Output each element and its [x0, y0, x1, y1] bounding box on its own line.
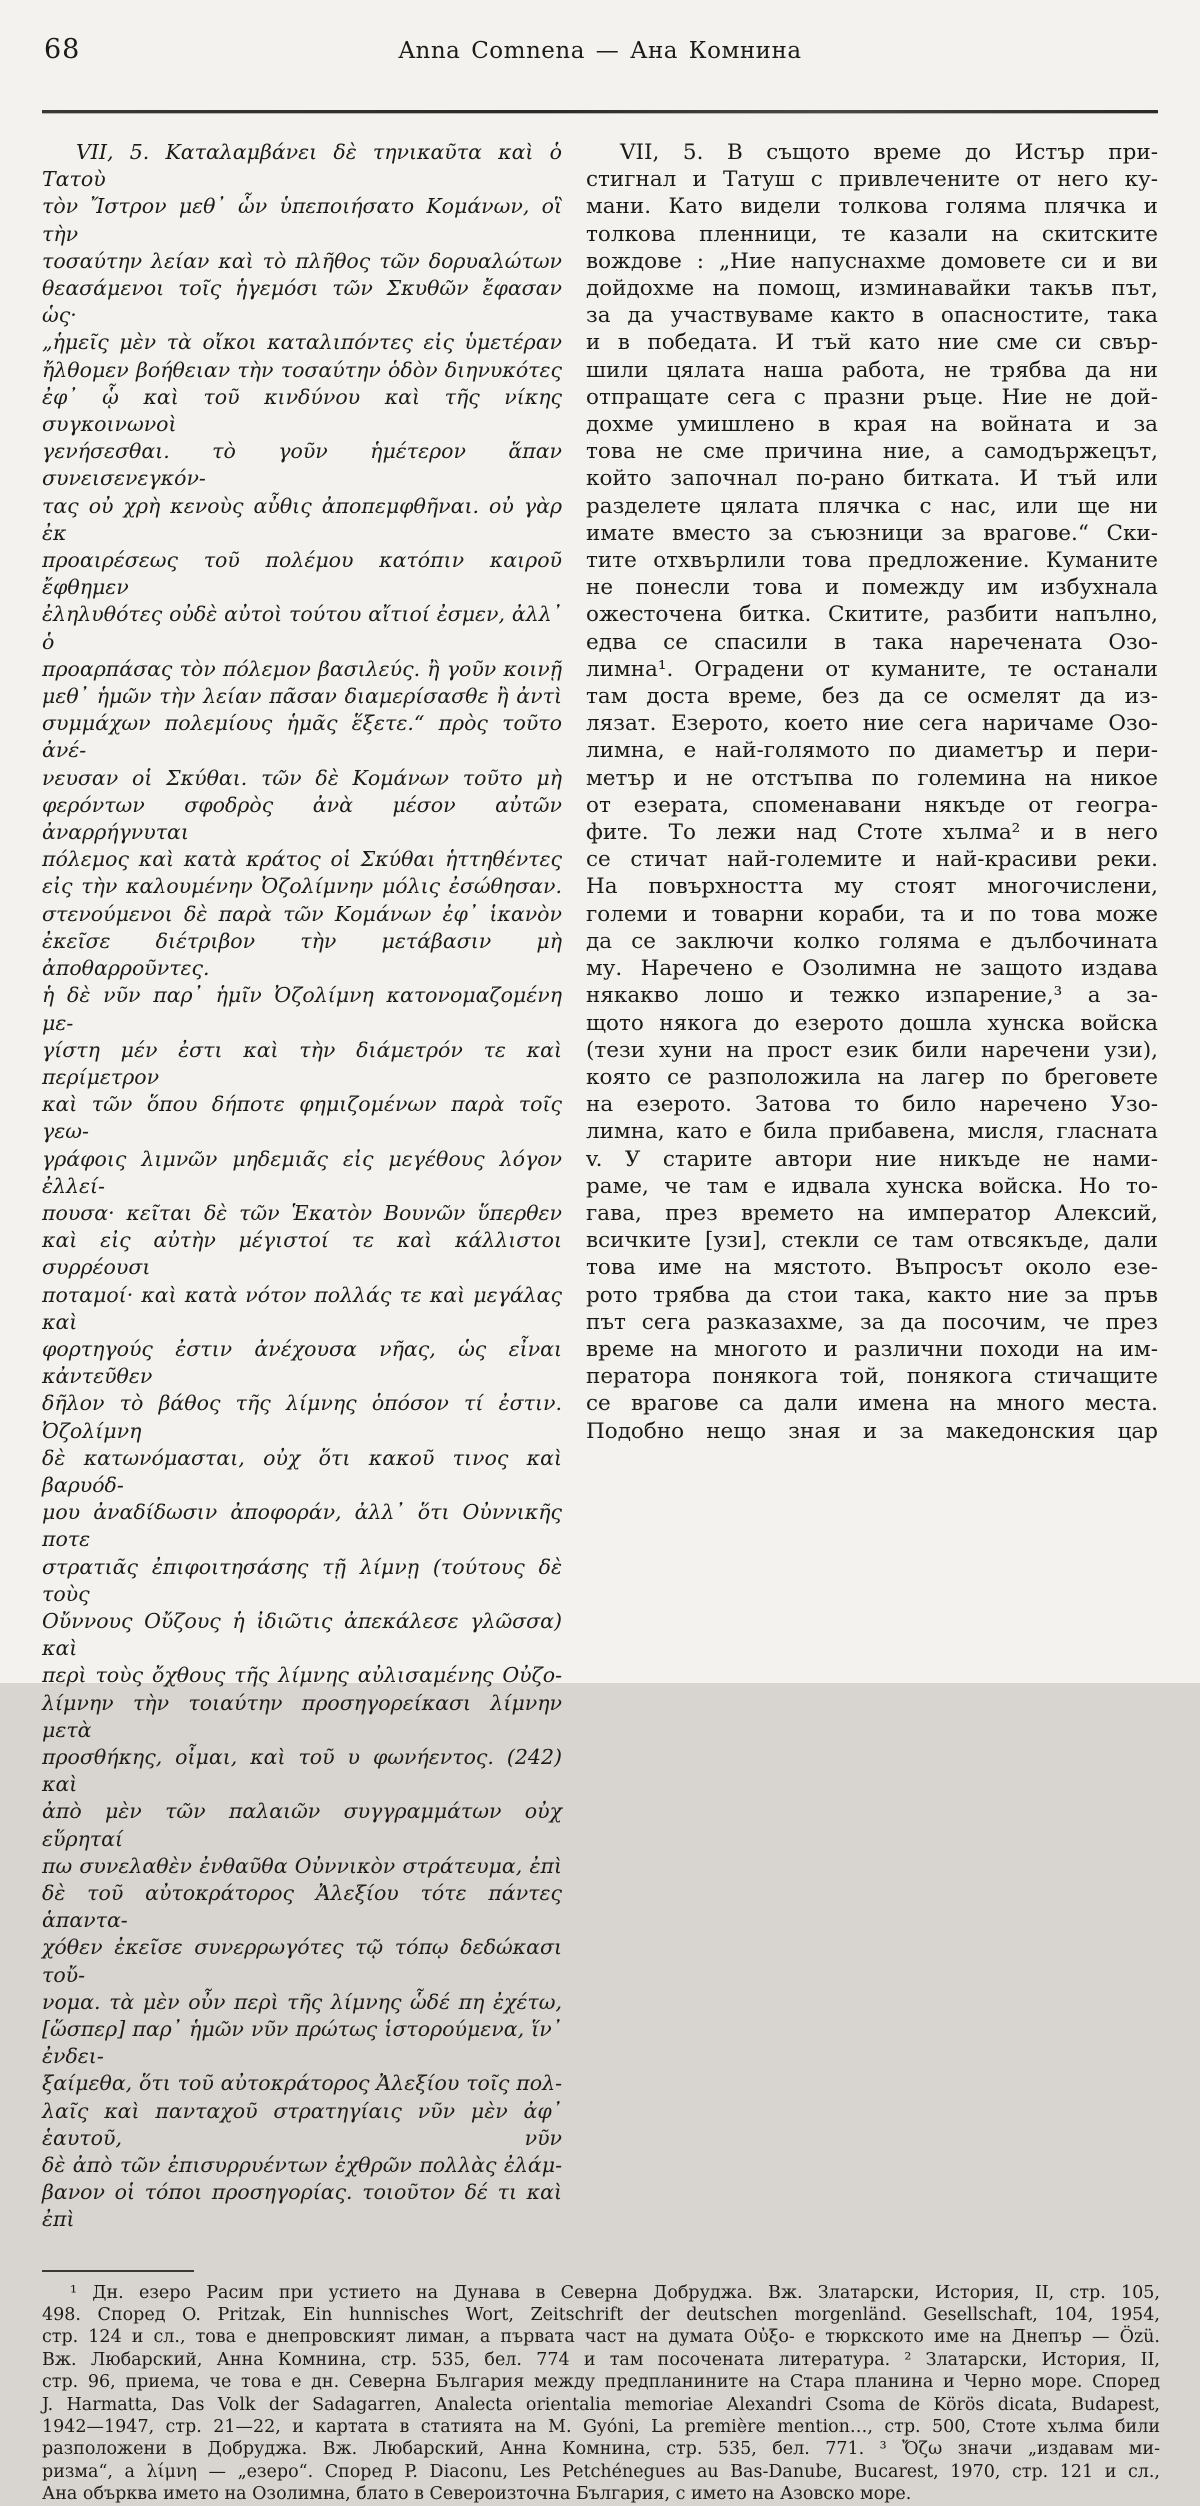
text-columns [0, 139, 1200, 2234]
text-line: ожесточена битка. Скитите, разбити напълно, [586, 602, 1158, 628]
text-line: δὲ κατωνόμασται, οὐχ ὅτι κακοῦ τινος καὶ βαρυόδ- [42, 1445, 562, 1497]
text-line: рото трябва да стои така, както ние за пръв [586, 1282, 1158, 1308]
text-line: мани. Като видели толкова голяма плячка и [586, 194, 1158, 220]
text-line: καὶ εἰς αὐτὴν μέγιστοί τε καὶ κάλλιστοι συρρέουσι [42, 1228, 562, 1280]
text-line: καὶ τῶν ὅπου δήποτε φημιζομένων παρὰ τοῖς γεω- [42, 1092, 562, 1144]
text-line: VII, 5. В същото време до Истър при- [620, 140, 1158, 165]
text-line: толкова пленници, те казали на скитските [586, 221, 1158, 247]
text-line: ξαίμεθα, ὅτι τοῦ αὐτοκράτορος Ἀλεξίου τοῖς πολ- [42, 2071, 562, 2096]
text-line: γίστη μέν ἐστι καὶ τὴν διάμετρόν τε καὶ περίμετρον [42, 1037, 562, 1089]
text-line: φορτηγούς ἐστιν ἀνέχουσα νῆας, ὡς εἶναι κἀντεῦθεν [42, 1336, 562, 1389]
text-line: προαρπάσας τὸν πόλεμον βασιλεύς. ἢ γοῦν κοινῇ [42, 656, 562, 681]
text-line: ризма“, а λίμνη — „езеро“. Според P. Diaconu, Les Petchénegues au Bas-Danube, Bucarest, 1970, стр. 121 и сл., [42, 2461, 1160, 2482]
text-line: от езерата, споменавани някъде от геогра- [586, 792, 1158, 818]
greek-text-column [42, 139, 562, 2234]
text-line: се стичат най-големите и най-красиви реки. [586, 847, 1158, 873]
page-header [0, 0, 1200, 96]
text-line: 1942—1947, стр. 21—22, и картата в статията на M. Gyóni, La première mention…, стр. 500, Стоте хълма били [42, 2417, 1160, 2438]
text-line: имате вместо за съюзници за врагове.“ Ски- [586, 520, 1158, 546]
text-line: τοσαύτην λείαν καὶ τὸ πλῆθος τῶν δορυαλώτων [42, 248, 562, 273]
text-line: 498. Според O. Pritzak, Ein hunnisches Wort, Zeitschrift der deutschen morgenländ. Gesellschaft, 104, 1954, [42, 2305, 1160, 2326]
footnotes-block [0, 2282, 1200, 2506]
text-line: на езерото. Затова то било наречено Узо- [586, 1092, 1158, 1118]
text-line: разположени в Добруджа. Вж. Любарский, Анна Комнина, стр. 535, бел. 771. ³ Ὄζω значи „издавам ми- [42, 2439, 1160, 2460]
page-number: 68 [44, 34, 81, 65]
text-line: VII, 5. Καταλαμβάνει δὲ τηνικαῦτα καὶ ὁ Τατοὺ [42, 140, 562, 192]
text-line: στρατιᾶς ἐπιφοιτησάσης τῇ λίμνῃ (τούτους δὲ τοὺς [42, 1554, 562, 1606]
text-line: θεασάμενοι τοῖς ἡγεμόσι τῶν Σκυθῶν ἔφασαν ὡς· [42, 276, 562, 328]
text-line: τας οὐ χρὴ κενοὺς αὖθις ἀποπεμφθῆναι. οὐ γὰρ ἐκ [42, 493, 562, 545]
text-line: лимна¹. Оградени от куманите, те останали [586, 656, 1158, 682]
text-line: προαιρέσεως τοῦ πολέμου κατόπιν καιροῦ ἔφθημεν [42, 548, 562, 600]
text-line: δῆλον τὸ βάθος τῆς λίμνης ὁπόσον τί ἐστιν. Ὀζολίμνη [42, 1391, 562, 1443]
text-line: ¹ Дн. езеро Расим при устието на Дунава в Северна Добруджа. Вж. Златарски, История, II, стр. 105, [70, 2282, 1160, 2303]
text-line: στενούμενοι δὲ παρὰ τῶν Κομάνων ἐφ᾽ ἱκανὸν [42, 901, 562, 926]
text-line: това име на мястото. Въпросът около езе- [586, 1255, 1158, 1281]
text-line: γενήσεσθαι. τὸ γοῦν ἡμέτερον ἅπαν συνεισενεγκόν- [42, 439, 562, 491]
text-line: това не сме причина ние, а самодържецът, [586, 439, 1158, 465]
header-rule [42, 110, 1158, 113]
footnote-separator-rule [42, 2270, 194, 2272]
text-line: ἐληλυθότες οὐδὲ αὐτοὶ τούτου αἴτιοί ἐσμεν, ἀλλ᾽ ὁ [42, 602, 562, 654]
text-line: πουσα· κεῖται δὲ τῶν Ἑκατὸν Βουνῶν ὕπερθεν [42, 1200, 562, 1225]
text-line: Οὔννους Οὔζους ἡ ἰδιῶτις ἀπεκάλεσε γλῶσσα) καὶ [42, 1608, 562, 1661]
text-line: стр. 96, приема, че това е дн. Северна България между предпланините на Стара планина и Черно море. Според [42, 2372, 1160, 2393]
text-line: μεθ᾽ ἡμῶν τὴν λείαν πᾶσαν διαμερίσασθε ἢ ἀντὶ [42, 684, 562, 709]
text-line: разделете цялата плячка с нас, или ще ни [586, 493, 1158, 519]
text-line: големи и товарни кораби, та и по това може [586, 901, 1158, 927]
text-line: ператора понякога той, понякога стичащите [586, 1364, 1158, 1390]
text-line: раме, че там е идвала хунска войска. Но то- [586, 1173, 1158, 1199]
text-line: συμμάχων πολεμίους ἡμᾶς ἕξετε.“ πρὸς τοῦτο ἀνέ- [42, 711, 562, 763]
text-line: фите. То лежи над Стоте хълма² и в него [586, 820, 1158, 846]
text-line: дойдохме на помощ, изминавайки такъв път, [586, 276, 1158, 302]
text-line: νομα. τὰ μὲν οὖν περὶ τῆς λίμνης ὧδέ πη ἐχέτω, [42, 1989, 562, 2014]
text-line: πόλεμος καὶ κατὰ κράτος οἱ Σκύθαι ἡττηθέντες [42, 847, 562, 872]
text-line: πω συνελαθὲν ἐνθαῦθα Οὐννικὸν στράτευμα, ἐπὶ [42, 1853, 562, 1878]
text-line: тите отхвърлили това предложение. Куманите [586, 548, 1158, 574]
text-line: Вж. Любарский, Анна Комнина, стр. 535, бел. 774 и там посочената литература. ² Златарски, История, II, [42, 2349, 1160, 2370]
text-line: μου ἀναδίδωσιν ἀποφοράν, ἀλλ᾽ ὅτι Οὐννικῆς ποτε [42, 1500, 562, 1552]
text-line: вождове : „Ние напуснахме домовете си и ви [586, 248, 1158, 274]
text-line: едва се спасили в така наречената Озо- [586, 629, 1158, 655]
text-line: дохме умишлено в края на войната и за [586, 412, 1158, 438]
text-line: време на многото и различни походи на им- [586, 1336, 1158, 1362]
text-line: δὲ τοῦ αὐτοκράτορος Ἀλεξίου τότε πάντες ἁπαντα- [42, 1881, 562, 1933]
text-line: εἰς τὴν καλουμένην Ὀζολίμνην μόλις ἐσώθησαν. [42, 874, 562, 899]
text-line: τὸν Ἴστρον μεθ᾽ ὧν ὑπεποιήσατο Κομάνων, οἳ τὴν [42, 194, 562, 246]
text-line: за да участвуваме както в опасностите, така [586, 303, 1158, 329]
text-line: не понесли това и помежду им избухнала [586, 575, 1158, 601]
text-line: v. У старите автори ние никъде не нами- [586, 1146, 1158, 1172]
page-title: Anna Comnena — Ана Комнина [398, 38, 802, 64]
text-line: βανον οἱ τόποι προσηγορίας. τοιοῦτον δέ τι καὶ ἐπὶ [42, 2180, 562, 2232]
text-line: път сега разказахме, за да посочим, че през [586, 1309, 1158, 1335]
text-line: и в победата. И тъй като ние сме си свър- [586, 330, 1158, 356]
text-line: шили цялата наша работа, не трябва да ни [586, 357, 1158, 383]
text-line: χόθεν ἐκεῖσε συνερρωγότες τῷ τόπῳ δεδώκασι τοὔ- [42, 1935, 562, 1987]
text-line: Подобно нещо зная и за македонския цар [586, 1418, 1158, 1444]
text-line: ἡ δὲ νῦν παρ᾽ ἡμῖν Ὀζολίμνη κατονομαζομένη με- [42, 983, 562, 1035]
text-line: ἤλθομεν βοήθειαν τὴν τοσαύτην ὁδὸν διηνυκότες [42, 357, 562, 382]
text-line: προσθήκης, οἶμαι, καὶ τοῦ υ φωνήεντος. (242) καὶ [42, 1744, 562, 1797]
text-line: там доста време, без да се осмелят да из- [586, 684, 1158, 710]
text-line: се врагове са дали имена на много места. [586, 1391, 1158, 1417]
text-line: λαῖς καὶ πανταχοῦ στρατηγίαις νῦν μὲν ἀφ᾽ ἑαυτοῦ, νῦν [42, 2098, 562, 2150]
text-line: φερόντων σφοδρὸς ἀνὰ μέσον αὐτῶν ἀναρρήγνυται [42, 792, 562, 845]
text-line: която се разположила на лагер по бреговете [586, 1064, 1158, 1090]
text-line: Ана обърква името на Озолимна, блато в Североизточна България, с името на Азовско море. [42, 2484, 912, 2505]
bulgarian-translation-column [586, 139, 1158, 2234]
text-line: му. Наречено е Озолимна не защото издава [586, 956, 1158, 982]
text-line: ἐφ᾽ ᾧ καὶ τοῦ κινδύνου καὶ τῆς νίκης συγκοινωνοὶ [42, 384, 562, 437]
text-line: метър и не отстъпва по големина на никое [586, 765, 1158, 791]
text-line: гава, през времето на император Алексий, [586, 1200, 1158, 1226]
text-line: ποταμοί· καὶ κατὰ νότον πολλάς τε καὶ μεγάλας καὶ [42, 1282, 562, 1334]
text-line: δὲ ἀπὸ τῶν ἐπισυρρυέντων ἐχθρῶν πολλὰς ἐλάμ- [42, 2153, 562, 2178]
text-line: лимна, като е била прибавена, мисля, гласната [586, 1119, 1158, 1145]
text-line: περὶ τοὺς ὄχθους τῆς λίμνης αὐλισαμένης Οὐζο- [42, 1663, 562, 1688]
text-line: лимна, е най-голямото по диаметър и пери- [586, 738, 1158, 764]
text-line: стигнал и Татуш с привлечените от него ку- [586, 167, 1158, 193]
text-line: λίμνην τὴν τοιαύτην προσηγορείκασι λίμνην μετὰ [42, 1690, 562, 1742]
text-line: На повърхността му стоят многочислени, [586, 874, 1158, 900]
text-line: J. Harmatta, Das Volk der Sadagarren, Analecta orientalia memoriae Alexandri Csoma de Körös dicata, Budapest, [42, 2394, 1160, 2415]
text-line: „ἡμεῖς μὲν τὰ οἴκοι καταλιπόντες εἰς ὑμετέραν [42, 330, 562, 355]
text-line: който започнал по-рано битката. И тъй или [586, 466, 1158, 492]
text-line: някакво лошо и тежко изпарение,³ а за- [586, 983, 1158, 1009]
text-line: νευσαν οἱ Σκύθαι. τῶν δὲ Κομάνων τοῦτο μὴ [42, 765, 562, 790]
text-line: да се заключи колко голяма е дълбочината [586, 928, 1158, 954]
text-line: лязат. Езерото, което ние сега наричаме Озо- [586, 711, 1158, 737]
text-line: γράφοις λιμνῶν μηδεμιᾶς εἰς μεγέθους λόγον ἐλλεί- [42, 1146, 562, 1198]
text-line: [ὥσπερ] παρ᾽ ἡμῶν νῦν πρώτως ἱστορούμενα, ἵν᾽ ἐνδει- [42, 2017, 562, 2069]
text-line: щото някога до езерото дошла хунска войска [586, 1010, 1158, 1036]
text-line: всичките [узи], стекли се там отвсякъде, дали [586, 1228, 1158, 1254]
text-line: ἐκεῖσε διέτριβον τὴν μετάβασιν μὴ ἀποθαρροῦντες. [42, 928, 562, 981]
text-line: ἀπὸ μὲν τῶν παλαιῶν συγγραμμάτων οὐχ εὕρηταί [42, 1799, 562, 1851]
text-line: (тези хуни на прост език били наречени узи), [586, 1037, 1158, 1063]
text-line: отпращате сега с празни ръце. Ние не дой- [586, 384, 1158, 410]
text-line: стр. 124 и сл., това е днепровският лиман, а първата част на думата Οὐξο- е тюркското име на Днепър — Özü. [42, 2327, 1160, 2348]
